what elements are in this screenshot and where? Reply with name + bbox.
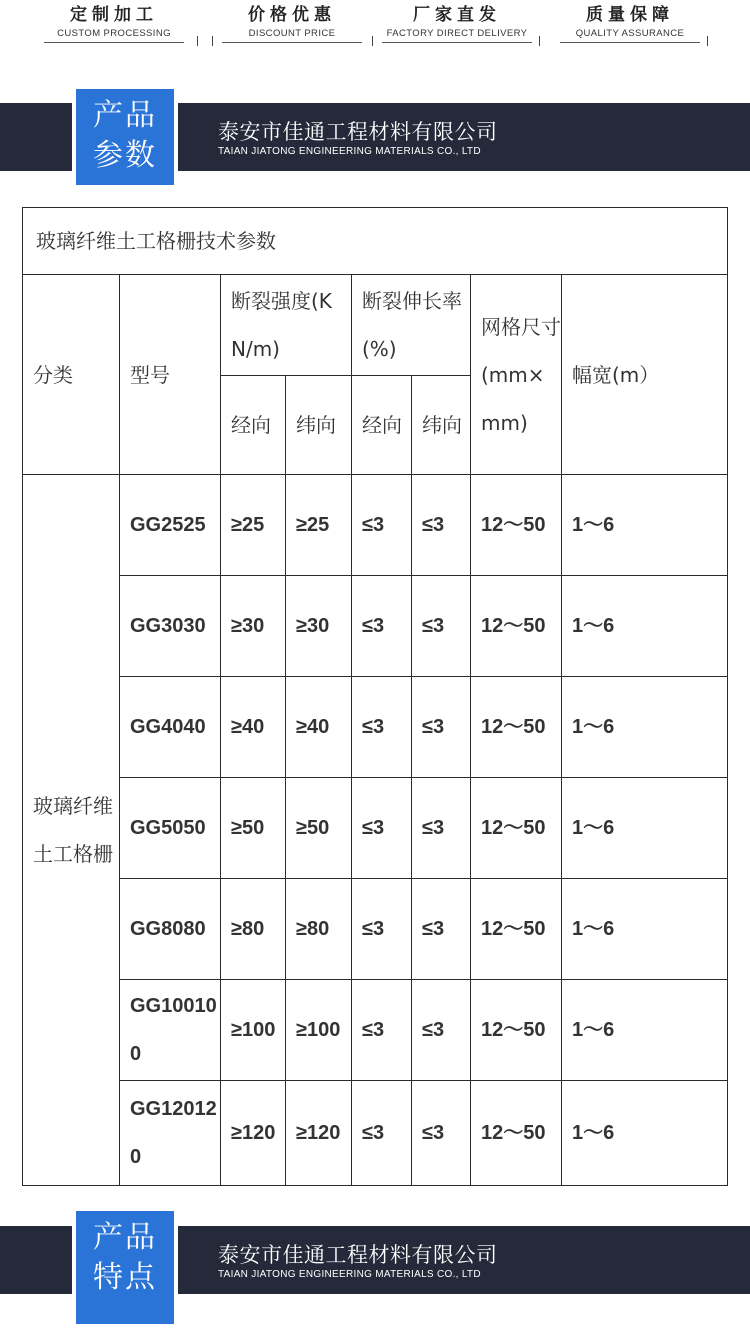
feature-title: 厂家直发 xyxy=(413,5,501,25)
table-row xyxy=(23,980,728,1081)
mesh-size-cell: 12～50 xyxy=(471,677,562,778)
badge-line1: 产品 xyxy=(93,98,157,133)
strength-weft-cell: ≥30 xyxy=(286,576,352,677)
badge-box xyxy=(76,1211,174,1324)
elongation-warp-cell: ≤3 xyxy=(352,576,412,677)
table-row xyxy=(23,778,728,879)
mesh-size-cell: 12～50 xyxy=(471,778,562,879)
feature-dividers xyxy=(0,0,750,60)
header-model: 型号 xyxy=(120,275,221,475)
spec-table xyxy=(22,207,728,1186)
elongation-weft-cell: ≤3 xyxy=(412,677,471,778)
badge-line2: 特点 xyxy=(93,1260,157,1295)
width-cell: 1～6 xyxy=(562,576,728,677)
header-elongation-warp: 经向 xyxy=(352,376,412,475)
width-cell: 1～6 xyxy=(562,778,728,879)
company-name-cn: 泰安市佳通工程材料有限公司 xyxy=(218,1243,498,1267)
table-caption: 玻璃纤维土工格栅技术参数 xyxy=(23,208,728,275)
feature-subtitle: QUALITY ASSURANCE xyxy=(575,28,685,39)
width-cell: 1～6 xyxy=(562,1081,728,1186)
model-cell: GG2525 xyxy=(120,475,221,576)
badge-line2: 参数 xyxy=(93,138,157,173)
strength-warp-cell: ≥40 xyxy=(221,677,286,778)
elongation-warp-cell: ≤3 xyxy=(352,778,412,879)
divider-tick xyxy=(372,36,373,46)
elongation-warp-cell: ≤3 xyxy=(352,1081,412,1186)
model-cell: GG120120 xyxy=(120,1081,221,1186)
mesh-size-cell: 12～50 xyxy=(471,475,562,576)
mesh-size-cell: 12～50 xyxy=(471,1081,562,1186)
strength-warp-cell: ≥120 xyxy=(221,1081,286,1186)
divider-tick xyxy=(707,36,708,46)
feature-title: 质量保障 xyxy=(586,5,674,25)
strength-warp-cell: ≥100 xyxy=(221,980,286,1081)
mesh-size-cell: 12～50 xyxy=(471,980,562,1081)
company-name-en: TAIAN JIATONG ENGINEERING MATERIALS CO., LTD xyxy=(218,1269,481,1280)
elongation-weft-cell: ≤3 xyxy=(412,879,471,980)
header-strength-weft: 纬向 xyxy=(286,376,352,475)
feature-title: 价格优惠 xyxy=(248,5,336,25)
strength-weft-cell: ≥80 xyxy=(286,879,352,980)
strength-warp-cell: ≥25 xyxy=(221,475,286,576)
section-badge-features xyxy=(72,1207,178,1328)
table-row xyxy=(23,1081,728,1186)
header-strength-warp: 经向 xyxy=(221,376,286,475)
width-cell: 1～6 xyxy=(562,475,728,576)
divider-tick xyxy=(212,36,213,46)
feature-title: 定制加工 xyxy=(70,5,158,25)
table-row xyxy=(23,677,728,778)
elongation-warp-cell: ≤3 xyxy=(352,879,412,980)
feature-subtitle: CUSTOM PROCESSING xyxy=(57,28,171,39)
table-row xyxy=(23,879,728,980)
badge-line1: 产品 xyxy=(93,1220,157,1255)
mesh-size-cell: 12～50 xyxy=(471,576,562,677)
elongation-weft-cell: ≤3 xyxy=(412,475,471,576)
elongation-weft-cell: ≤3 xyxy=(412,980,471,1081)
model-cell: GG3030 xyxy=(120,576,221,677)
company-name xyxy=(218,1242,498,1281)
strength-weft-cell: ≥40 xyxy=(286,677,352,778)
strength-weft-cell: ≥100 xyxy=(286,980,352,1081)
company-name xyxy=(218,119,498,158)
strength-warp-cell: ≥50 xyxy=(221,778,286,879)
header-category: 分类 xyxy=(23,275,120,475)
feature-subtitle: DISCOUNT PRICE xyxy=(248,28,336,39)
category-cell: 玻璃纤维土工格栅 xyxy=(23,475,120,1186)
elongation-warp-cell: ≤3 xyxy=(352,475,412,576)
strength-warp-cell: ≥30 xyxy=(221,576,286,677)
header-elongation: 断裂伸长率(%) xyxy=(352,275,471,376)
feature-subtitle: FACTORY DIRECT DELIVERY xyxy=(386,28,528,39)
width-cell: 1～6 xyxy=(562,879,728,980)
feature-strip xyxy=(0,0,750,60)
mesh-size-cell: 12～50 xyxy=(471,879,562,980)
model-cell: GG4040 xyxy=(120,677,221,778)
divider-tick xyxy=(539,36,540,46)
header-mesh-size: 网格尺寸(mm×mm) xyxy=(471,275,562,475)
header-width: 幅宽(m） xyxy=(562,275,728,475)
table-row xyxy=(23,576,728,677)
section-badge-parameters xyxy=(72,85,178,189)
strength-weft-cell: ≥25 xyxy=(286,475,352,576)
elongation-warp-cell: ≤3 xyxy=(352,980,412,1081)
divider-tick xyxy=(197,36,198,46)
table-row xyxy=(23,475,728,576)
model-cell: GG100100 xyxy=(120,980,221,1081)
strength-weft-cell: ≥120 xyxy=(286,1081,352,1186)
elongation-weft-cell: ≤3 xyxy=(412,1081,471,1186)
company-name-cn: 泰安市佳通工程材料有限公司 xyxy=(218,120,498,144)
badge-box xyxy=(76,89,174,185)
model-cell: GG5050 xyxy=(120,778,221,879)
width-cell: 1～6 xyxy=(562,980,728,1081)
strength-warp-cell: ≥80 xyxy=(221,879,286,980)
header-elongation-weft: 纬向 xyxy=(412,376,471,475)
header-strength: 断裂强度(KN/m) xyxy=(221,275,352,376)
width-cell: 1～6 xyxy=(562,677,728,778)
elongation-weft-cell: ≤3 xyxy=(412,576,471,677)
company-name-en: TAIAN JIATONG ENGINEERING MATERIALS CO., LTD xyxy=(218,146,481,157)
elongation-weft-cell: ≤3 xyxy=(412,778,471,879)
strength-weft-cell: ≥50 xyxy=(286,778,352,879)
elongation-warp-cell: ≤3 xyxy=(352,677,412,778)
model-cell: GG8080 xyxy=(120,879,221,980)
